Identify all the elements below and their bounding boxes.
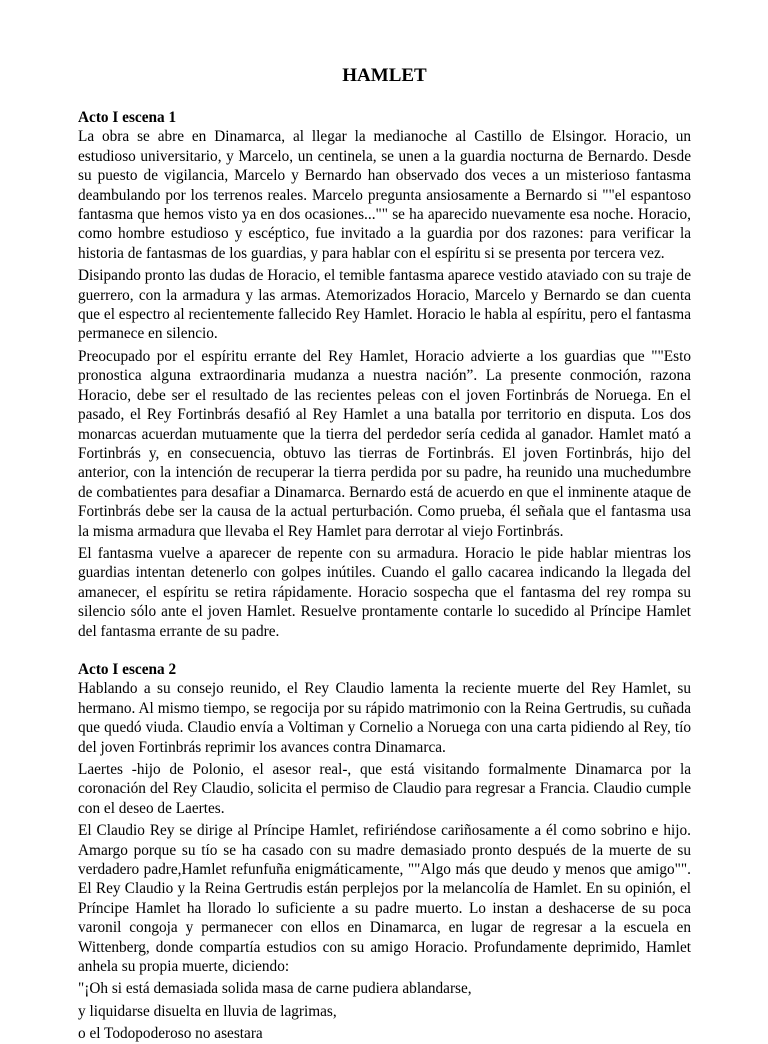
paragraph: El fantasma vuelve a aparecer de repente con su armadura. Horacio le pide hablar mientras los guardias intentan detenerlo con golpes inútiles. Cuando el gallo cacarea indicando la llegada del amanecer, el espíritu se retira rápidamente. Horacio sospecha que el fantasma del rey rompa su silencio sólo ante el joven Hamlet. Resuelve prontamente contarle lo sucedido al Príncipe Hamlet del fantasma errante de su padre. — [78, 544, 691, 640]
paragraph: Disipando pronto las dudas de Horacio, el temible fantasma aparece vestido ataviado con su traje de guerrero, con la armadura y las armas. Atemorizados Horacio, Marcelo y Bernardo se dan cuenta que el espectro al recientemente fallecido Rey Hamlet. Horacio le habla al espíritu, pero el fantasma permanece en silencio. — [78, 267, 691, 343]
paragraph: Laertes -hijo de Polonio, el asesor real-, que está visitando formalmente Dinamarca por la coronación del Rey Claudio, solicita el permiso de Claudio para regresar a Francia. Claudio cumple con el deseo de Laertes. — [78, 761, 691, 817]
document-title: HAMLET — [342, 65, 427, 86]
paragraph: El Claudio Rey se dirige al Príncipe Hamlet, refiriéndose cariñosamente a él como sobrino e hijo. Amargo porque su tío se ha casado con su madre demasiado pronto después de la muerte de su verdadero padre,Hamlet refunfuña enigmáticamente, ""Algo más que deudo y menos que amigo"". El Rey Claudio y la Reina Gertrudis están perplejos por la melancolía de Hamlet. En su opinión, el Príncipe Hamlet ha llorado lo suficiente a su padre muerto. Lo instan a deshacerse de su poca varonil congoja y permanecer con ellos en Dinamarca, en lugar de regresar a la escuela en Wittenberg, donde compartía estudios con su amigo Horacio. Profundamente deprimido, Hamlet anhela su propia muerte, diciendo: — [78, 822, 691, 976]
paragraph: Hablando a su consejo reunido, el Rey Claudio lamenta la reciente muerte del Rey Hamlet, su hermano. Al mismo tiempo, se regocija por su rápido matrimonio con la Reina Gertrudis, su cuñada que quedó viuda. Claudio envía a Voltiman y Cornelio a Noruega con una carta pidiendo al Rey, tío del joven Fortinbrás reprimir los avances contra Dinamarca. — [78, 680, 691, 756]
verse-line: "¡Oh si está demasiada solida masa de carne pudiera ablandarse, — [78, 980, 472, 998]
verse-line: y liquidarse disuelta en lluvia de lagrimas, — [78, 1002, 337, 1020]
paragraph: Preocupado por el espíritu errante del Rey Hamlet, Horacio advierte a los guardias que ""Esto pronostica alguna extraordinaria mudanza a nuestra nación”. La presente conmoción, razona Horacio, debe ser el resultado de las recientes peleas con el joven Fortinbrás de Noruega. En el pasado, el Rey Fortinbrás desafió al Rey Hamlet a una batalla por territorio en disputa. Los dos monarcas acuerdan mutuamente que la tierra del perdedor sería cedida al ganador. Hamlet mató a Fortinbrás y, en consecuencia, obtuvo las tierras de Fortinbrás. El joven Fortinbrás, hijo del anterior, con la intención de recuperar la tierra perdida por su padre, ha reunido una muchedumbre de combatientes para desafiar a Dinamarca. Bernardo está de acuerdo en que el inminente ataque de Fortinbrás debe ser la causa de la actual perturbación. Como prueba, él señala que el fantasma usa la misma armadura que llevaba el Rey Hamlet para derrotar al viejo Fortinbrás. — [78, 347, 691, 540]
paragraph: La obra se abre en Dinamarca, al llegar la medianoche al Castillo de Elsingor. Horacio, un estudioso universitario, y Marcelo, un centinela, se unen a la guardia nocturna de Bernardo. Desde su puesto de vigilancia, Marcelo y Bernardo han observado dos veces a un misterioso fantasma deambulando por los terrenos reales. Marcelo pregunta ansiosamente a Bernardo si ""el espantoso fantasma que hemos visto ya en dos ocasiones..."" se ha aparecido nuevamente esa noche. Horacio, como hombre estudioso y escéptico, fue invitado a la guardia por dos razones: para verificar la historia de fantasmas de los guardias, y para hablar con el espíritu si se presenta por tercera vez. — [78, 128, 691, 262]
verse-line: o el Todopoderoso no asestara — [78, 1025, 263, 1043]
document-page — [78, 0, 691, 1044]
section-heading-act1-scene1: Acto I escena 1 — [78, 109, 177, 126]
section-heading-act1-scene2: Acto I escena 2 — [78, 660, 177, 678]
